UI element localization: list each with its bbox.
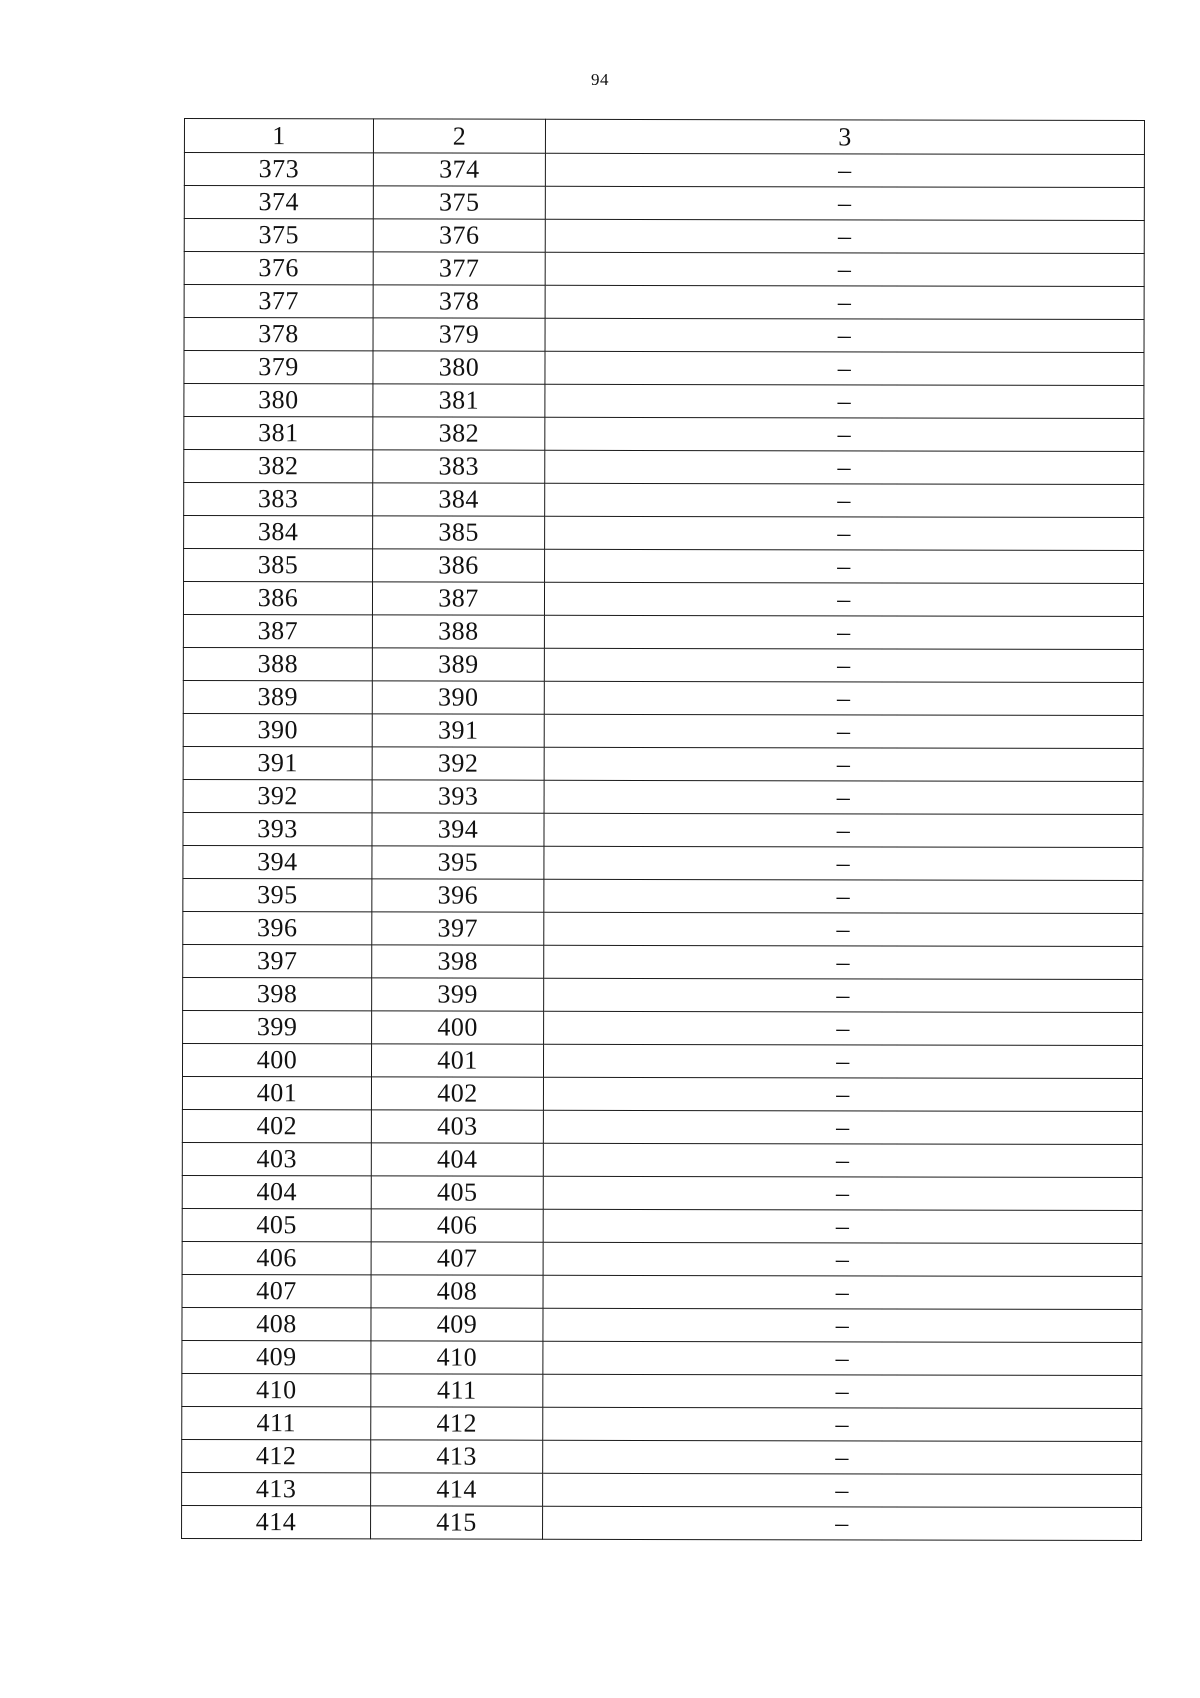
table-cell-col2: 393 bbox=[372, 780, 544, 813]
table-cell-col3: – bbox=[545, 516, 1144, 550]
table-cell-col1: 413 bbox=[182, 1472, 371, 1505]
table-cell-col1: 412 bbox=[182, 1439, 371, 1472]
table-cell-col1: 382 bbox=[184, 450, 373, 483]
header-row bbox=[184, 119, 1144, 155]
table-row bbox=[182, 1472, 1142, 1507]
table-cell-col3: – bbox=[545, 549, 1144, 583]
table-row bbox=[184, 153, 1144, 188]
table-cell-col2: 391 bbox=[372, 714, 544, 747]
table-cell-col1: 377 bbox=[184, 285, 373, 318]
table-cell-col1: 374 bbox=[184, 186, 373, 219]
table-cell-col1: 400 bbox=[182, 1043, 371, 1076]
table-header bbox=[184, 119, 1144, 155]
table-cell-col1: 373 bbox=[184, 153, 373, 186]
table-cell-col3: – bbox=[543, 1440, 1142, 1474]
table-cell-col3: – bbox=[544, 1011, 1143, 1045]
table-row bbox=[184, 450, 1144, 485]
table-cell-col3: – bbox=[543, 1242, 1142, 1276]
table-cell-col1: 401 bbox=[182, 1076, 371, 1109]
table-cell-col3: – bbox=[544, 582, 1143, 616]
table-cell-col1: 396 bbox=[183, 911, 372, 944]
table-cell-col3: – bbox=[543, 1077, 1142, 1111]
table-row bbox=[183, 614, 1143, 649]
table-cell-col3: – bbox=[544, 912, 1143, 946]
table-cell-col3: – bbox=[543, 1044, 1142, 1078]
table-cell-col2: 402 bbox=[371, 1077, 543, 1110]
data-table bbox=[181, 118, 1145, 1541]
table-cell-col3: – bbox=[545, 483, 1144, 517]
table-cell-col2: 406 bbox=[371, 1209, 543, 1242]
table-cell-col1: 414 bbox=[182, 1505, 371, 1538]
table-row bbox=[184, 384, 1144, 419]
table-cell-col2: 381 bbox=[373, 384, 545, 417]
table-cell-col1: 403 bbox=[182, 1142, 371, 1175]
table-cell-col2: 384 bbox=[373, 483, 545, 516]
table-cell-col3: – bbox=[543, 1374, 1142, 1408]
table-row bbox=[184, 285, 1144, 320]
table-cell-col1: 384 bbox=[184, 516, 373, 549]
table-cell-col1: 408 bbox=[182, 1307, 371, 1340]
table-cell-col3: – bbox=[543, 1506, 1142, 1540]
table-row bbox=[182, 1208, 1142, 1243]
table-row bbox=[182, 1274, 1142, 1309]
table-row bbox=[184, 318, 1144, 353]
table-cell-col2: 400 bbox=[372, 1011, 544, 1044]
table-cell-col2: 413 bbox=[371, 1440, 543, 1473]
table-cell-col1: 390 bbox=[183, 713, 372, 746]
table-cell-col1: 376 bbox=[184, 252, 373, 285]
table-row bbox=[183, 878, 1143, 913]
table-cell-col3: – bbox=[543, 1143, 1142, 1177]
table-cell-col1: 394 bbox=[183, 845, 372, 878]
table-cell-col3: – bbox=[544, 681, 1143, 715]
table-cell-col1: 381 bbox=[184, 417, 373, 450]
table-cell-col3: – bbox=[543, 1407, 1142, 1441]
table-cell-col2: 382 bbox=[373, 417, 545, 450]
table-cell-col2: 412 bbox=[371, 1407, 543, 1440]
table-row bbox=[184, 219, 1144, 254]
table-row bbox=[182, 1505, 1142, 1540]
table-cell-col1: 406 bbox=[182, 1241, 371, 1274]
table-cell-col2: 407 bbox=[371, 1242, 543, 1275]
table-row bbox=[184, 252, 1144, 287]
table-cell-col1: 399 bbox=[183, 1010, 372, 1043]
table-cell-col2: 389 bbox=[372, 648, 544, 681]
table-cell-col2: 394 bbox=[372, 813, 544, 846]
table-cell-col1: 388 bbox=[183, 647, 372, 680]
table-row bbox=[183, 779, 1143, 814]
table-cell-col1: 386 bbox=[183, 582, 372, 615]
table-cell-col1: 411 bbox=[182, 1406, 371, 1439]
table-row bbox=[184, 516, 1144, 551]
table-cell-col3: – bbox=[543, 1341, 1142, 1375]
table-cell-col1: 404 bbox=[182, 1175, 371, 1208]
table-cell-col2: 396 bbox=[372, 879, 544, 912]
table-cell-col1: 405 bbox=[182, 1208, 371, 1241]
table-cell-col1: 395 bbox=[183, 878, 372, 911]
table-cell-col3: – bbox=[544, 780, 1143, 814]
table-row bbox=[182, 1439, 1142, 1474]
table-row bbox=[183, 713, 1143, 748]
table-cell-col1: 387 bbox=[183, 614, 372, 647]
table-cell-col1: 391 bbox=[183, 746, 372, 779]
table-cell-col2: 403 bbox=[371, 1110, 543, 1143]
table-cell-col2: 380 bbox=[373, 351, 545, 384]
table-cell-col2: 385 bbox=[373, 516, 545, 549]
table-cell-col2: 405 bbox=[371, 1176, 543, 1209]
table-cell-col2: 392 bbox=[372, 747, 544, 780]
table-cell-col1: 392 bbox=[183, 779, 372, 812]
table-cell-col3: – bbox=[545, 186, 1144, 220]
table-cell-col2: 383 bbox=[373, 450, 545, 483]
table-cell-col3: – bbox=[545, 285, 1144, 319]
table-cell-col3: – bbox=[544, 978, 1143, 1012]
table-cell-col2: 374 bbox=[373, 153, 545, 186]
table-row bbox=[183, 977, 1143, 1012]
table-cell-col3: – bbox=[545, 252, 1144, 286]
table-cell-col1: 409 bbox=[182, 1340, 371, 1373]
table-cell-col1: 397 bbox=[183, 944, 372, 977]
table-cell-col1: 385 bbox=[184, 549, 373, 582]
table-cell-col3: – bbox=[544, 648, 1143, 682]
table-row bbox=[183, 845, 1143, 880]
table-cell-col2: 411 bbox=[371, 1374, 543, 1407]
table-cell-col2: 401 bbox=[371, 1044, 543, 1077]
table-row bbox=[182, 1076, 1142, 1111]
table-cell-col3: – bbox=[544, 747, 1143, 781]
table-cell-col2: 399 bbox=[372, 978, 544, 1011]
table-cell-col2: 387 bbox=[372, 582, 544, 615]
table-cell-col1: 402 bbox=[182, 1109, 371, 1142]
table-cell-col2: 390 bbox=[372, 681, 544, 714]
table-cell-col2: 408 bbox=[371, 1275, 543, 1308]
table-cell-col3: – bbox=[544, 813, 1143, 847]
table-cell-col2: 395 bbox=[372, 846, 544, 879]
table-cell-col3: – bbox=[545, 384, 1144, 418]
table-cell-col2: 377 bbox=[373, 252, 545, 285]
table-cell-col1: 407 bbox=[182, 1274, 371, 1307]
table-cell-col3: – bbox=[545, 153, 1144, 187]
table-cell-col2: 388 bbox=[372, 615, 544, 648]
table-cell-col3: – bbox=[545, 351, 1144, 385]
table-cell-col2: 375 bbox=[373, 186, 545, 219]
header-cell-col2: 2 bbox=[373, 119, 545, 153]
table-cell-col3: – bbox=[545, 318, 1144, 352]
table-cell-col3: – bbox=[543, 1308, 1142, 1342]
table-cell-col3: – bbox=[543, 1110, 1142, 1144]
table-cell-col3: – bbox=[544, 846, 1143, 880]
table-cell-col1: 379 bbox=[184, 351, 373, 384]
table-row bbox=[182, 1406, 1142, 1441]
table-row bbox=[182, 1340, 1142, 1375]
table-cell-col3: – bbox=[545, 219, 1144, 253]
table-cell-col1: 380 bbox=[184, 384, 373, 417]
table-cell-col2: 397 bbox=[372, 912, 544, 945]
table-cell-col3: – bbox=[543, 1473, 1142, 1507]
table-row bbox=[182, 1307, 1142, 1342]
table-row bbox=[182, 1043, 1142, 1078]
table-cell-col2: 415 bbox=[371, 1506, 543, 1539]
header-cell-col3: 3 bbox=[545, 119, 1144, 154]
table-cell-col3: – bbox=[545, 450, 1144, 484]
table-cell-col3: – bbox=[543, 1209, 1142, 1243]
table-row bbox=[182, 1241, 1142, 1276]
table-cell-col2: 410 bbox=[371, 1341, 543, 1374]
table-row bbox=[183, 582, 1143, 617]
table-row bbox=[184, 417, 1144, 452]
table-row bbox=[184, 483, 1144, 518]
table-row bbox=[183, 812, 1143, 847]
table-cell-col1: 383 bbox=[184, 483, 373, 516]
table-cell-col3: – bbox=[543, 1176, 1142, 1210]
table-row bbox=[182, 1373, 1142, 1408]
table-cell-col1: 398 bbox=[183, 977, 372, 1010]
table-cell-col3: – bbox=[544, 714, 1143, 748]
table-cell-col1: 378 bbox=[184, 318, 373, 351]
table-cell-col3: – bbox=[544, 945, 1143, 979]
table-row bbox=[184, 549, 1144, 584]
table-row bbox=[183, 944, 1143, 979]
page-number: 94 bbox=[591, 70, 609, 89]
header-cell-col1: 1 bbox=[184, 119, 373, 153]
table-row bbox=[182, 1142, 1142, 1177]
table-cell-col2: 404 bbox=[371, 1143, 543, 1176]
table-row bbox=[183, 911, 1143, 946]
table-cell-col1: 389 bbox=[183, 680, 372, 713]
table-cell-col2: 409 bbox=[371, 1308, 543, 1341]
table-row bbox=[182, 1175, 1142, 1210]
table-cell-col2: 379 bbox=[373, 318, 545, 351]
table-row bbox=[182, 1109, 1142, 1144]
table-cell-col3: – bbox=[544, 615, 1143, 649]
table-cell-col2: 378 bbox=[373, 285, 545, 318]
table-cell-col2: 386 bbox=[373, 549, 545, 582]
table-row bbox=[184, 351, 1144, 386]
table-cell-col1: 393 bbox=[183, 812, 372, 845]
table-row bbox=[183, 746, 1143, 781]
table-cell-col2: 414 bbox=[371, 1473, 543, 1506]
table-cell-col1: 410 bbox=[182, 1373, 371, 1406]
table-cell-col3: – bbox=[543, 1275, 1142, 1309]
table-cell-col2: 376 bbox=[373, 219, 545, 252]
table-cell-col3: – bbox=[544, 879, 1143, 913]
table-cell-col3: – bbox=[545, 417, 1144, 451]
table-cell-col1: 375 bbox=[184, 219, 373, 252]
table-body bbox=[182, 153, 1145, 1541]
table-cell-col2: 398 bbox=[372, 945, 544, 978]
table-row bbox=[183, 647, 1143, 682]
table-row bbox=[183, 680, 1143, 715]
table-row bbox=[184, 186, 1144, 221]
table-row bbox=[183, 1010, 1143, 1045]
